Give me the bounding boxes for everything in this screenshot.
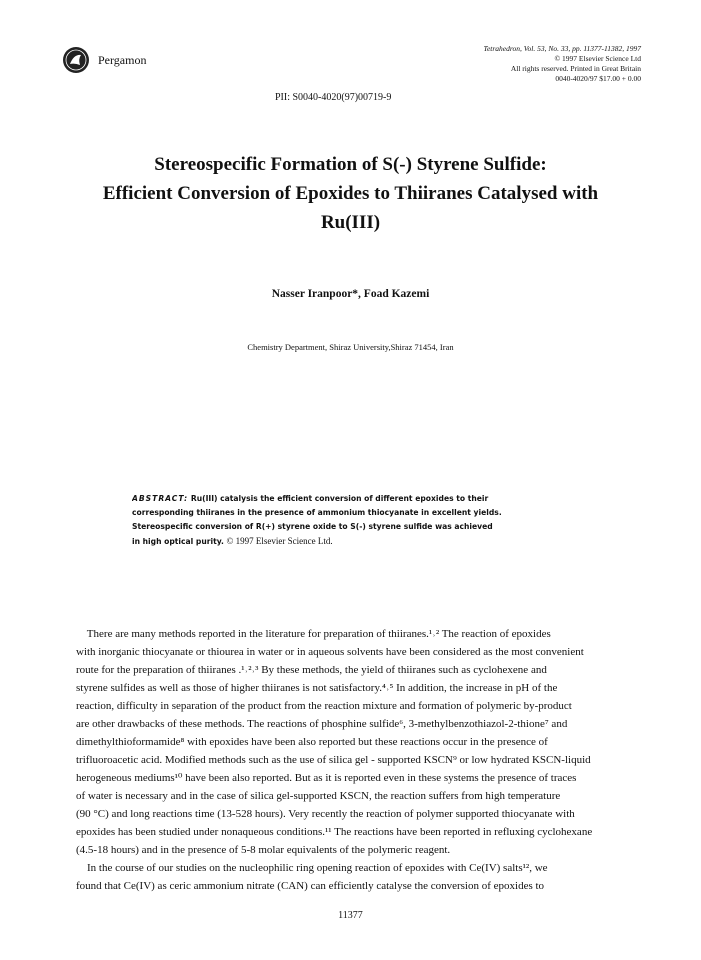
- authors: Nasser Iranpoor*, Foad Kazemi: [271, 288, 430, 300]
- affiliation: Chemistry Department, Shiraz University,Shiraz 71454, Iran: [247, 342, 454, 352]
- body-line: route for the preparation of thiiranes .¹˒²˒³ By these methods, the yield of thiiranes such as cyclohexene and: [76, 664, 547, 676]
- body-line: In the course of our studies on the nucleophilic ring opening reaction of epoxides with Ce(IV) salts¹², we: [76, 862, 548, 874]
- body-line: (90 °C) and long reactions time (13-528 hours). Very recently the reaction of polymer supported thiocyanate with: [76, 808, 575, 820]
- body-line: are other drawbacks of these methods. The reactions of phosphine sulfide⁶, 3-methylbenzothiazol-2-thione⁷ and: [76, 718, 568, 730]
- journal-citation: Tetrahedron, Vol. 53, No. 33, pp. 11377-11382, 1997: [483, 44, 641, 53]
- body-line: with inorganic thiocyanate or thiourea in water or in aqueous solvents have been considered as the most convenient: [76, 646, 584, 658]
- body-line: herogeneous mediums¹⁰ have been also reported. But as it is reported even in these systems the presence of traces: [76, 772, 577, 784]
- publisher-name: Pergamon: [98, 53, 147, 67]
- journal-info: [401, 44, 641, 84]
- abstract-line: Ru(III) catalysis the efficient conversion of different epoxides to their: [190, 494, 489, 503]
- body-line: trifluoroacetic acid. Modified methods such as the use of silica gel - supported KSCN⁹ or low hydrated KSCN-liquid: [76, 754, 591, 766]
- abstract-copyright: © 1997 Elsevier Science Ltd.: [226, 536, 333, 546]
- body-line: found that Ce(IV) as ceric ammonium nitrate (CAN) can efficiently catalyse the conversion of epoxides to: [76, 880, 545, 892]
- title-line: Ru(III): [320, 212, 381, 233]
- pii: PII: S0040-4020(97)00719-9: [275, 92, 392, 103]
- page-number: 11377: [338, 910, 363, 921]
- body-line: (4.5-18 hours) and in the presence of 5-8 molar equivalents of the polymeric reagent.: [76, 844, 451, 856]
- journal-copyright: © 1997 Elsevier Science Ltd: [554, 54, 641, 63]
- publisher-logo: [62, 46, 90, 74]
- title-line: Efficient Conversion of Epoxides to Thiiranes Catalysed with: [102, 183, 599, 204]
- body-line: of water is necessary and in the case of silica gel-supported KSCN, the reaction suffers from high temperature: [76, 790, 561, 802]
- abstract-label: ABSTRACT:: [132, 494, 189, 503]
- body-line: epoxides has been studied under nonaqueous conditions.¹¹ The reactions have been reported in refluxing cyclohexane: [76, 826, 593, 838]
- body-text: [76, 625, 629, 895]
- abstract: [132, 492, 562, 549]
- journal-rights: All rights reserved. Printed in Great Britain: [510, 64, 641, 73]
- title-line: Stereospecific Formation of S(-) Styrene Sulfide:: [154, 154, 547, 175]
- body-line: styrene sulfides as well as those of higher thiiranes is not satisfactory.⁴˒⁵ In addition, the increase in pH of the: [76, 682, 558, 694]
- body-line: reaction, difficulty in separation of the product from the reaction mixture and formation of polymeric by-product: [76, 700, 572, 712]
- journal-price: 0040-4020/97 $17.00 + 0.00: [555, 74, 641, 83]
- abstract-line: Stereospecific conversion of R(+) styrene oxide to S(-) styrene sulfide was achieved: [132, 522, 493, 531]
- abstract-line: corresponding thiiranes in the presence of ammonium thiocyanate in excellent yields.: [132, 508, 502, 517]
- body-line: There are many methods reported in the literature for preparation of thiiranes.¹˒² The reaction of epoxides: [76, 628, 551, 640]
- body-line: dimethylthioformamide⁸ with epoxides have been also reported but these reactions occur in the presence of: [76, 736, 548, 748]
- paper-title: [60, 150, 641, 237]
- abstract-line: in high optical purity.: [132, 537, 224, 546]
